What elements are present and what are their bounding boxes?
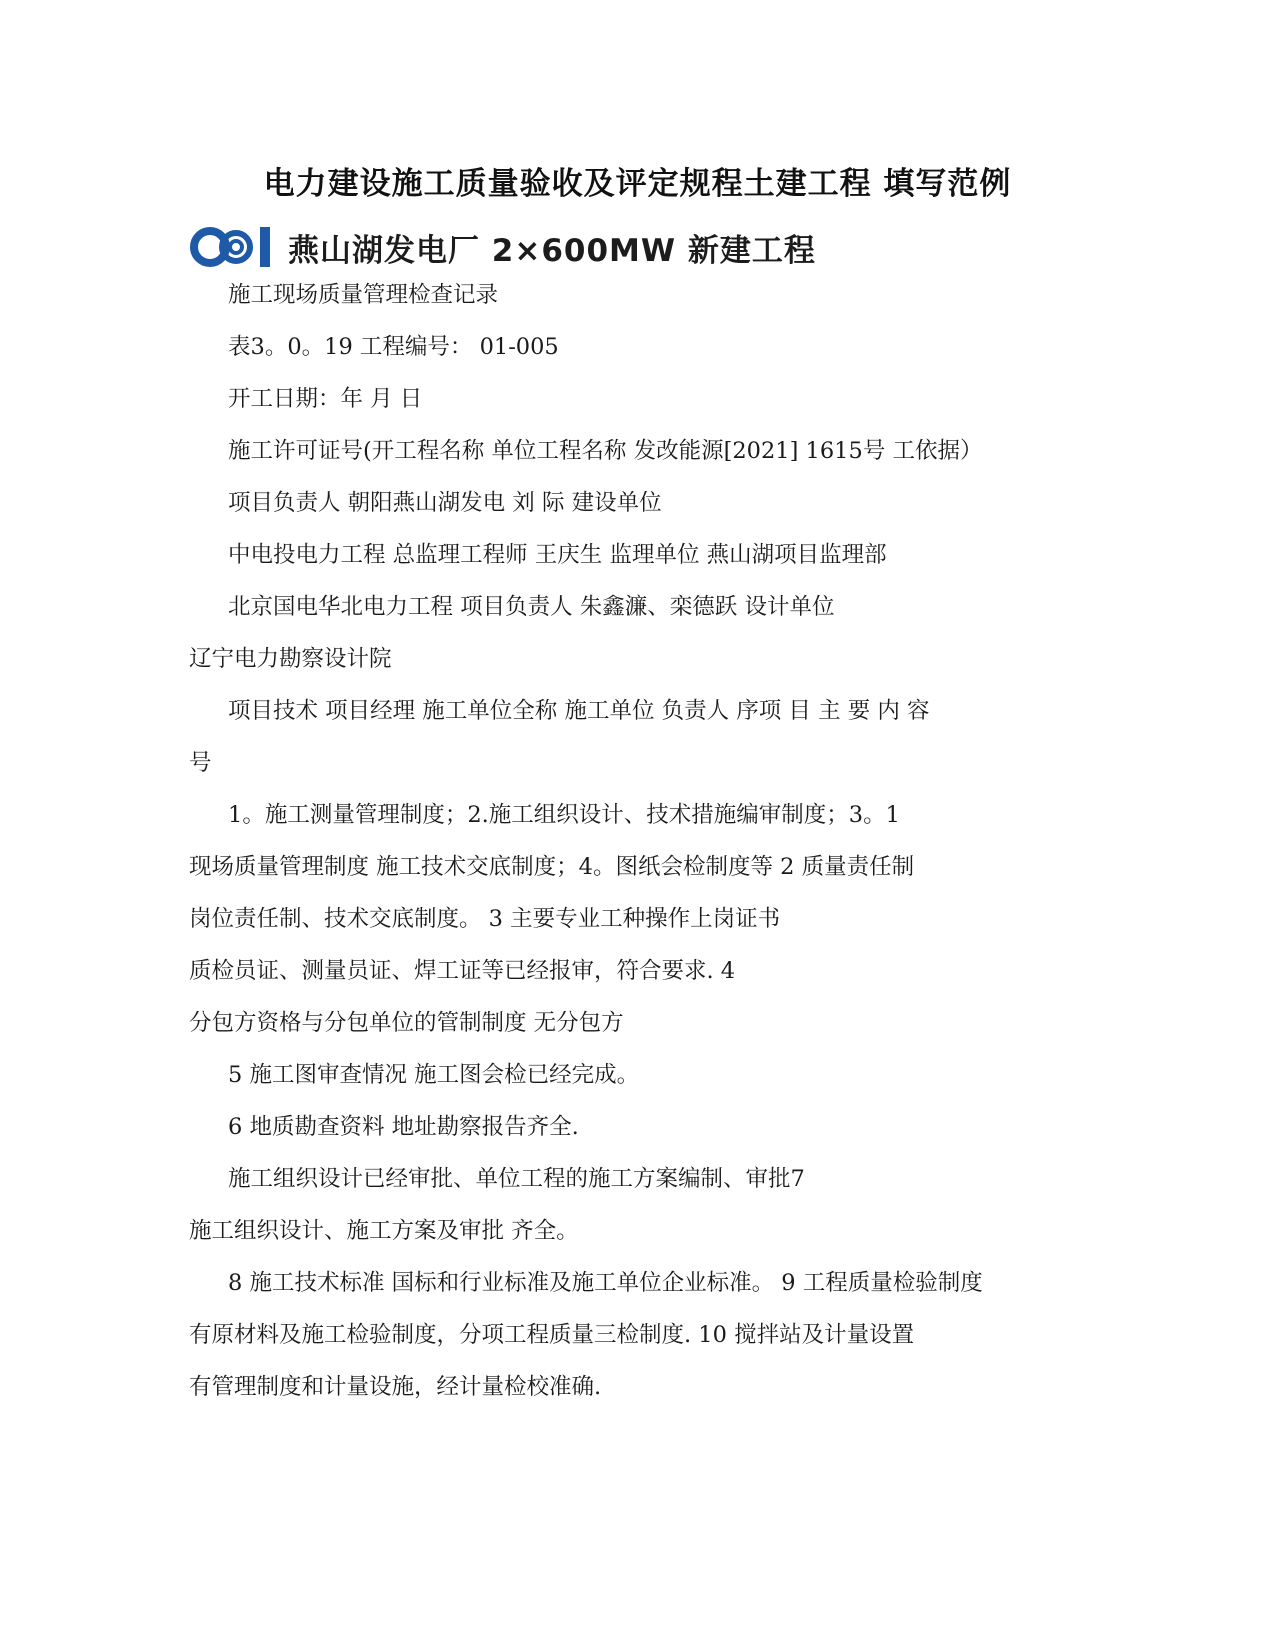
page-title: 电力建设施工质量验收及评定规程土建工程 填写范例 xyxy=(263,166,1012,202)
record-line: 北京国电华北电力工程 项目负责人 朱鑫濂、栾德跃 设计单位 xyxy=(228,594,835,620)
record-line: 项目负责人 朝阳燕山湖发电 刘 际 建设单位 xyxy=(228,490,662,516)
record-line: 岗位责任制、技术交底制度。 3 主要专业工种操作上岗证书 xyxy=(189,906,781,932)
record-line: 表3。0。19 工程编号： 01-005 xyxy=(228,334,559,360)
project-banner xyxy=(190,222,816,272)
banner-project-name: 燕山湖发电厂 2×600MW 新建工程 xyxy=(288,232,816,269)
record-line: 有管理制度和计量设施，经计量检校准确. xyxy=(189,1374,602,1400)
record-line: 质检员证、测量员证、焊工证等已经报审，符合要求. 4 xyxy=(189,958,736,984)
record-line: 辽宁电力勘察设计院 xyxy=(189,646,392,672)
record-line: 8 施工技术标准 国标和行业标准及施工单位企业标准。 9 工程质量检验制度 xyxy=(228,1270,983,1296)
record-line: 分包方资格与分包单位的管制制度 无分包方 xyxy=(189,1010,624,1036)
record-line: 5 施工图审查情况 施工图会检已经完成。 xyxy=(228,1062,640,1088)
record-line: 施工组织设计已经审批、单位工程的施工方案编制、审批7 xyxy=(228,1166,805,1192)
record-line: 中电投电力工程 总监理工程师 王庆生 监理单位 燕山湖项目监理部 xyxy=(228,542,887,568)
record-line: 号 xyxy=(189,750,212,776)
record-line: 6 地质勘查资料 地址勘察报告齐全. xyxy=(228,1114,579,1140)
spic-logo-icon xyxy=(190,224,274,270)
record-line: 开工日期：年 月 日 xyxy=(228,386,423,412)
record-line: 施工组织设计、施工方案及审批 齐全。 xyxy=(189,1218,579,1244)
record-line: 1。施工测量管理制度；2.施工组织设计、技术措施编审制度；3。1 xyxy=(228,802,900,828)
record-line: 有原材料及施工检验制度，分项工程质量三检制度. 10 搅拌站及计量设置 xyxy=(189,1322,915,1348)
record-line: 施工现场质量管理检查记录 xyxy=(228,282,499,308)
record-line: 项目技术 项目经理 施工单位全称 施工单位 负责人 序项 目 主 要 内 容 xyxy=(228,698,930,724)
record-line: 施工许可证号(开工程名称 单位工程名称 发改能源[2021] 1615号 工依据） xyxy=(228,438,983,464)
record-line: 现场质量管理制度 施工技术交底制度；4。图纸会检制度等 2 质量责任制 xyxy=(189,854,915,880)
